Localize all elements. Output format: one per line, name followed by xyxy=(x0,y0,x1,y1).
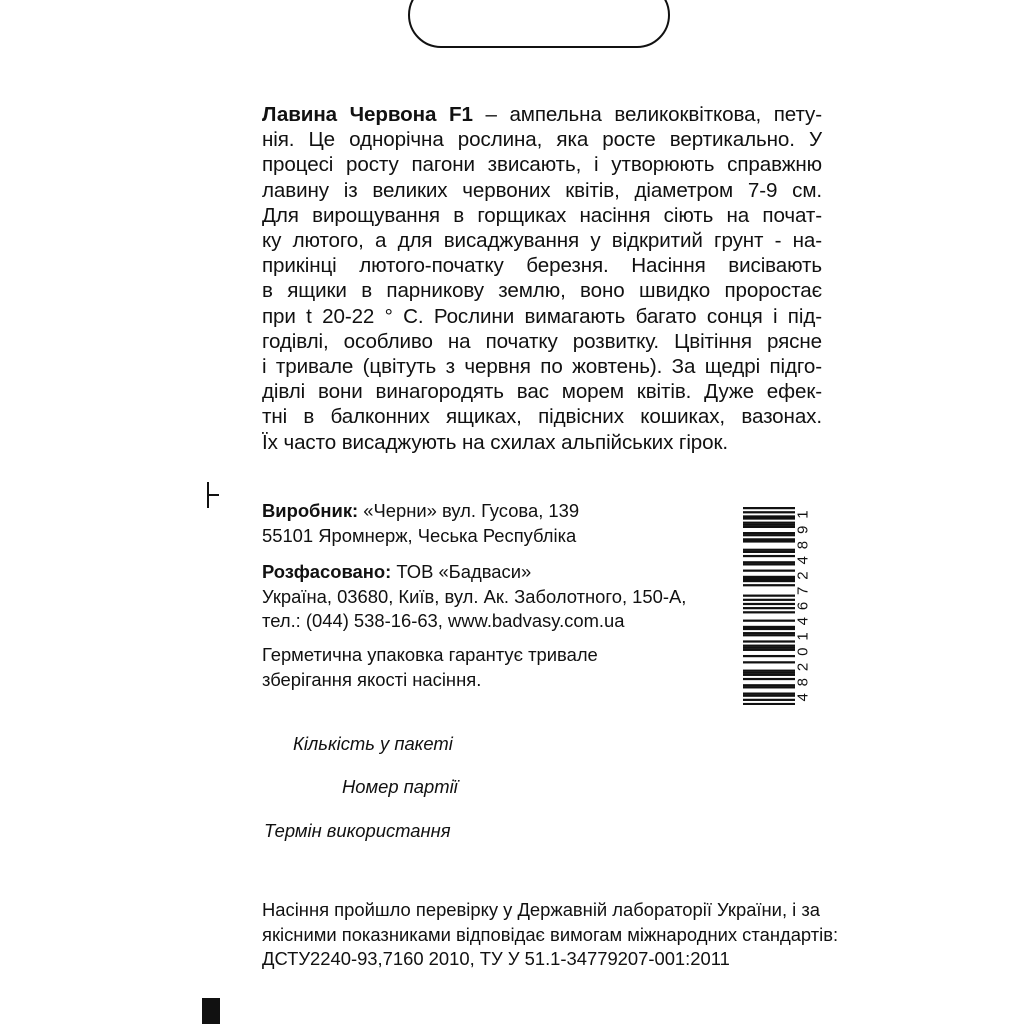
barcode-bar xyxy=(743,678,795,680)
barcode-bar xyxy=(743,532,795,534)
barcode-bar xyxy=(743,522,795,524)
barcode-bar xyxy=(743,534,795,536)
barcode-bar xyxy=(743,611,795,613)
barcode-bar xyxy=(743,515,795,517)
note-line: Герметична упаковка гарантує тривале xyxy=(262,644,598,665)
packer-name: ТОВ «Бадваси» xyxy=(391,561,532,582)
description-line-1: Лавина Червона F1 – ампельна великоквіткова, пету- xyxy=(262,103,822,126)
barcode-bar xyxy=(743,620,795,622)
hang-slot xyxy=(408,0,670,48)
barcode-digit: 4 xyxy=(794,617,811,626)
description-line: ку лютого, а для висаджування у відкритий грунт - на- xyxy=(262,229,822,253)
barcode-bar xyxy=(743,595,795,597)
manufacturer-address: 55101 Яромнерж, Чеська Республіка xyxy=(262,524,577,546)
print-mark-block xyxy=(202,998,220,1024)
barcode-bar xyxy=(743,634,795,636)
barcode-bar xyxy=(743,670,795,672)
cert-line: ДСТУ2240-93,7160 2010, ТУ У 51.1-34779207-001:2011 xyxy=(262,948,730,969)
description-line: в ящики в парникову землю, воно швидко проростає xyxy=(262,279,822,303)
barcode-bar xyxy=(743,524,795,526)
barcode-bar xyxy=(743,703,795,705)
barcode-bar xyxy=(743,517,795,519)
barcode-bar xyxy=(743,578,795,580)
barcode-bar xyxy=(743,561,795,563)
barcode-bar xyxy=(743,684,795,686)
barcode-bar xyxy=(743,507,795,509)
barcode-bar xyxy=(743,603,795,605)
barcode-bar xyxy=(743,674,795,676)
barcode-bar xyxy=(743,661,795,663)
barcode-bar xyxy=(743,640,795,642)
barcode-graphic xyxy=(743,507,811,705)
barcode-digit: 4 xyxy=(794,693,811,702)
manufacturer-block xyxy=(262,499,579,548)
description-line: при t 20-22 ° С. Рослини вимагають багато сонця і під- xyxy=(262,304,822,328)
batch-field-label: Номер партії xyxy=(342,776,458,797)
barcode-bar xyxy=(743,607,795,609)
barcode-digit: 2 xyxy=(794,662,811,672)
barcode-digit: 2 xyxy=(794,571,811,580)
barcode-bar xyxy=(743,549,795,551)
barcode-digit: 8 xyxy=(794,540,811,550)
barcode-bar xyxy=(743,695,795,697)
barcode-digit: 8 xyxy=(794,677,811,687)
barcode-bar xyxy=(743,555,795,557)
barcode-bar xyxy=(743,563,795,565)
barcode-bar xyxy=(743,526,795,528)
barcode-bar xyxy=(743,645,795,647)
packer-contacts: тел.: (044) 538-16-63, www.badvasy.com.ua xyxy=(262,610,625,631)
description-line: дівлі вони винагородять вас морем квітів. Дуже ефек- xyxy=(262,380,822,404)
barcode-bar xyxy=(743,632,795,634)
crop-mark-tick xyxy=(207,494,219,496)
barcode-bar xyxy=(743,647,795,649)
description-line: нія. Це однорічна рослина, яка росте вертикально. У xyxy=(262,128,822,152)
barcode-bar xyxy=(743,626,795,628)
barcode-bar xyxy=(743,538,795,540)
barcode-bar xyxy=(743,692,795,694)
barcode-bar xyxy=(743,584,795,586)
description-line: процесі росту пагони звисають, і утворюють справжню xyxy=(262,153,822,177)
barcode-bar xyxy=(743,599,795,601)
manufacturer-name: «Черни» вул. Гусова, 139 xyxy=(358,500,580,521)
barcode xyxy=(743,507,811,705)
barcode-digit: 6 xyxy=(794,601,811,611)
barcode-bar xyxy=(743,655,795,657)
expiry-field-label: Термін використання xyxy=(264,820,451,841)
barcode-bar xyxy=(743,511,795,513)
manufacturer-label: Виробник: xyxy=(262,500,359,521)
quantity-field-label: Кількість у пакеті xyxy=(293,733,453,754)
note-line: зберігання якості насіння. xyxy=(262,668,482,690)
description-line: Для вирощування в горщиках насіння сіють на почат- xyxy=(262,203,822,227)
barcode-bar xyxy=(743,699,795,701)
barcode-digit: 1 xyxy=(794,510,811,519)
cert-line: якісними показниками відповідає вимогам міжнародних стандартів: xyxy=(262,923,839,945)
packer-address: Україна, 03680, Київ, вул. Ак. Заболотного, 150-А, xyxy=(262,585,687,607)
description-line: лавину із великих червоних квітів, діаметром 7-9 см. xyxy=(262,178,822,202)
barcode-digit: 4 xyxy=(794,556,811,565)
description-line: прикінці лютого-початку березня. Насіння висівають xyxy=(262,254,822,278)
product-title: Лавина Червона F1 xyxy=(262,103,473,126)
barcode-bar xyxy=(743,580,795,582)
barcode-bar xyxy=(743,551,795,553)
barcode-bar xyxy=(743,570,795,572)
product-description xyxy=(262,102,822,455)
barcode-digit: 1 xyxy=(794,632,811,641)
barcode-bar xyxy=(743,540,795,542)
certification-text xyxy=(262,898,838,972)
barcode-bar xyxy=(743,686,795,688)
barcode-bar xyxy=(743,576,795,578)
description-line: і тривале (цвітуть з червня по жовтень). За щедрі підго- xyxy=(262,355,822,379)
barcode-bar xyxy=(743,672,795,674)
barcode-bar xyxy=(743,628,795,630)
barcode-digit: 7 xyxy=(794,586,811,595)
barcode-digit: 0 xyxy=(794,647,811,656)
description-line: годівлі, особливо на початку розвитку. Цвітіння рясне xyxy=(262,329,822,353)
barcode-bar xyxy=(743,649,795,651)
packer-block xyxy=(262,560,686,634)
packaging-note xyxy=(262,643,598,692)
cert-line: Насіння пройшло перевірку у Державній лабораторії України, і за xyxy=(262,899,821,920)
description-line: тні в балконних ящиках, підвісних кошиках, вазонах. xyxy=(262,405,822,429)
barcode-digit: 9 xyxy=(794,525,811,535)
packer-label: Розфасовано: xyxy=(262,561,392,582)
description-line: Їх часто висаджують на схилах альпійських гірок. xyxy=(262,430,729,454)
